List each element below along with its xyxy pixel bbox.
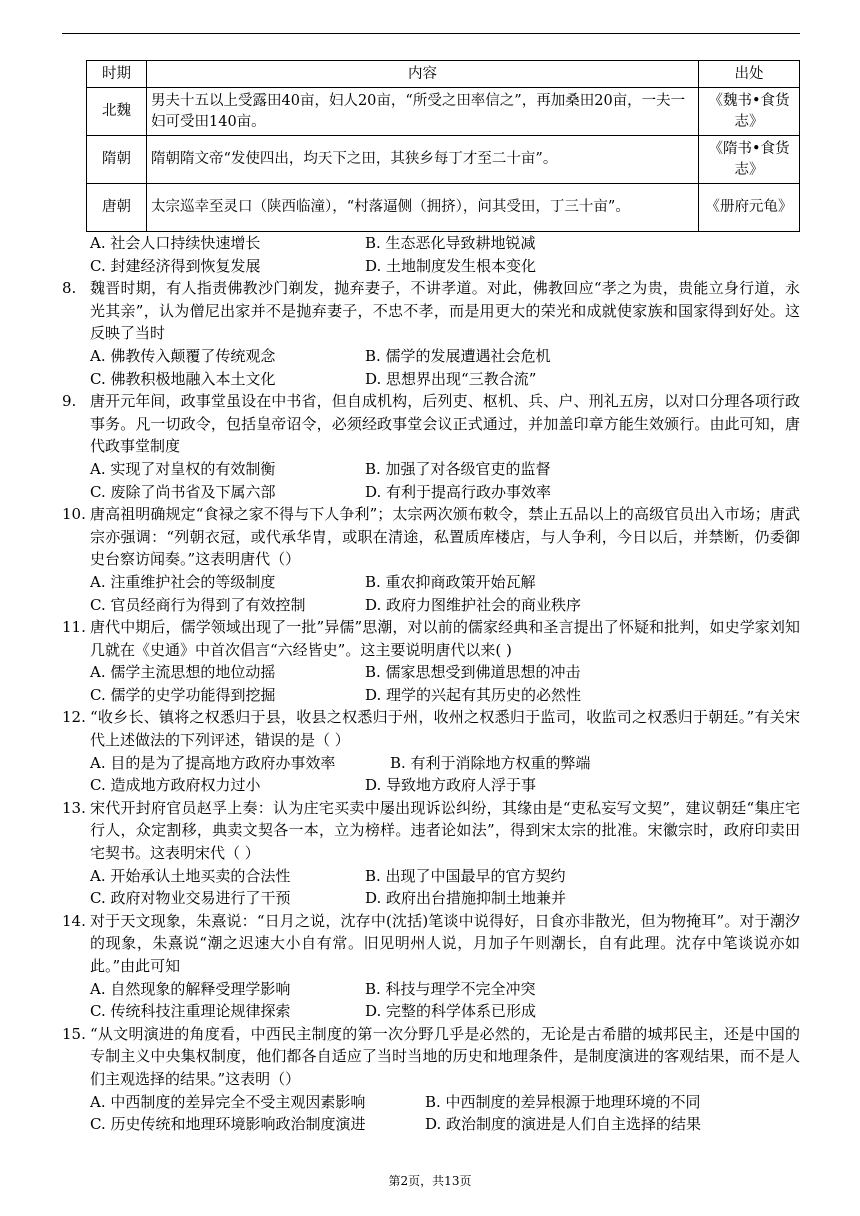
- option-b[interactable]: B. 出现了中国最早的官方契约: [365, 866, 566, 885]
- question-stem: 魏晋时期，有人指责佛教沙门剃发，抛弃妻子，不讲孝道。对此，佛教回应“孝之为贵，贵能立身行道，永光其亲”，认为僧尼出家并不是抛弃妻子，不忠不孝，而是用更大的荣光和成就使家族和国家得到好处。这反映了当时: [90, 279, 800, 343]
- question-stem: 唐开元年间，政事堂虽设在中书省，但自成机构，后列吏、枢机、兵、户、刑礼五房，以对口分理各项行政事务。凡一切政令，包括皇帝诏令，必须经政事堂会议正式通过，并加盖印章方能生效颁行。由此可知，唐代政事堂制度: [90, 392, 800, 456]
- question-15: [62, 1023, 800, 1136]
- source-cell: 《册府元龟》: [699, 184, 800, 232]
- header-period: 时期: [87, 61, 147, 88]
- question-stem: 对于天文现象，朱熹说：“日月之说，沈存中(沈括)笔谈中说得好，日食亦非散光，但为物掩耳”。对于潮汐的现象，朱熹说“潮之迟速大小自有常。旧见明州人说，月加子午则潮长，自有此理。沈存中笔谈说亦如此。”由此可知: [90, 911, 800, 975]
- option-d[interactable]: D. 政府力图维护社会的商业秩序: [365, 595, 582, 614]
- option-a[interactable]: A. 社会人口持续快速增长: [90, 234, 261, 252]
- option-b[interactable]: B. 儒学的发展遭遇社会危机: [365, 346, 551, 365]
- option-c[interactable]: C. 历史传统和地理环境影响政治制度演进: [90, 1115, 366, 1134]
- option-c[interactable]: C. 政府对物业交易进行了干预: [90, 889, 291, 908]
- question-14: [62, 910, 800, 1023]
- option-c[interactable]: C. 官员经商行为得到了有效控制: [90, 595, 306, 614]
- option-d[interactable]: D. 政府出台措施抑制土地兼并: [365, 889, 567, 908]
- question-stem: “从文明演进的角度看，中西民主制度的第一次分野几乎是必然的，无论是古希腊的城邦民主，还是中国的专制主义中央集权制度，他们都各自适应了当时当地的历史和地理条件，是制度演进的客观结果，而不是人们主观选择的结果。”这表明（）: [90, 1024, 800, 1088]
- option-b[interactable]: B. 加强了对各级官吏的监督: [365, 459, 551, 478]
- option-a[interactable]: A. 注重维护社会的等级制度: [90, 572, 276, 591]
- question-stem: 宋代开封府官员赵孚上奏：认为庄宅买卖中屡出现诉讼纠纷，其缘由是“吏私妄写文契”，建议朝廷“集庄宅行人，众定割移，典卖文契各一本，立为榜样。违者论如法”，得到宋太宗的批准。宋徽宗时，政府印卖田宅契书。这表明宋代（ ）: [90, 798, 800, 863]
- source-cell: 《隋书•食货志》: [699, 136, 800, 184]
- option-a[interactable]: A. 儒学主流思想的地位动摇: [90, 663, 276, 682]
- option-d[interactable]: D. 思想界出现“三教合流”: [365, 369, 537, 388]
- land-system-table: [86, 60, 800, 232]
- option-a[interactable]: A. 佛教传入颠覆了传统观念: [90, 346, 276, 365]
- option-a[interactable]: A. 自然现象的解释受理学影响: [90, 979, 291, 998]
- option-a[interactable]: A. 中西制度的差异完全不受主观因素影响: [90, 1092, 366, 1111]
- option-b[interactable]: B. 儒家思想受到佛道思想的冲击: [365, 663, 581, 682]
- period-cell: 北魏: [87, 88, 147, 136]
- option-c[interactable]: C. 佛教积极地融入本土文化: [90, 369, 276, 388]
- option-d[interactable]: D. 导致地方政府人浮于事: [365, 776, 537, 795]
- question-number: 15.: [62, 1024, 86, 1043]
- question-8: [62, 277, 800, 390]
- page-footer: 第2页，共13页: [388, 1174, 472, 1188]
- option-c[interactable]: C. 造成地方政府权力过小: [90, 776, 261, 795]
- content-cell: 太宗巡幸至灵口（陕西临潼），“村落逼侧（拥挤），问其受田，丁三十亩”。: [147, 184, 699, 232]
- question-11: [62, 616, 800, 706]
- option-c[interactable]: C. 传统科技注重理论规律探索: [90, 1002, 291, 1021]
- question-number: 11.: [62, 618, 86, 637]
- content-cell: 男夫十五以上受露田40亩，妇人20亩，“所受之田率信之”，再加桑田20亩，一夫一妇可受田140亩。: [147, 88, 699, 136]
- question-number: 9.: [62, 392, 77, 411]
- option-d[interactable]: D. 有利于提高行政办事效率: [365, 482, 552, 501]
- option-c[interactable]: C. 儒学的史学功能得到挖掘: [90, 685, 276, 704]
- option-b[interactable]: B. 科技与理学不完全冲突: [365, 979, 536, 998]
- option-b[interactable]: B. 重农抑商政策开始瓦解: [365, 572, 536, 591]
- option-d[interactable]: D. 土地制度发生根本变化: [365, 256, 537, 275]
- option-b[interactable]: B. 生态恶化导致耕地锐减: [365, 234, 536, 252]
- option-a[interactable]: A. 开始承认土地买卖的合法性: [90, 866, 291, 885]
- table-row: [87, 88, 800, 136]
- question-13: [62, 797, 800, 910]
- option-d[interactable]: D. 完整的科学体系已形成: [365, 1002, 537, 1021]
- header-source: 出处: [699, 61, 800, 88]
- question-number: 10.: [62, 505, 86, 524]
- question-7-options: [62, 232, 800, 277]
- question-10: [62, 503, 800, 616]
- question-stem: 唐高祖明确规定“食禄之家不得与下人争利”；太宗两次颁布敕令，禁止五品以上的高级官员出入市场；唐武宗亦强调：“列朝衣冠，或代承华胄，或职在清途，私置质库楼店，与人争利，今日以后，并禁断，仍委御史台察访闻奏。”这表明唐代（）: [90, 505, 800, 569]
- question-list: [62, 232, 800, 1136]
- table-row: [87, 184, 800, 232]
- period-cell: 隋朝: [87, 136, 147, 184]
- question-number: 12.: [62, 708, 86, 727]
- option-d[interactable]: D. 政治制度的演进是人们自主选择的结果: [425, 1115, 702, 1134]
- question-9: [62, 390, 800, 503]
- question-stem: 唐代中期后，儒学领域出现了一批”异儒”思潮，对以前的儒家经典和圣言提出了怀疑和批判，如史学家刘知几就在《史通》中首次倡言“六经皆史”。这主要说明唐代以来( ): [90, 618, 800, 659]
- header-rule: [62, 33, 800, 34]
- question-number: 14.: [62, 911, 86, 930]
- table-row: [87, 136, 800, 184]
- option-a[interactable]: A. 目的是为了提高地方政府办事效率: [90, 753, 336, 772]
- source-cell: 《魏书•食货志》: [699, 88, 800, 136]
- option-b[interactable]: B. 有利于消除地方权重的弊端: [390, 753, 591, 772]
- table-header-row: [87, 61, 800, 88]
- header-content: 内容: [147, 61, 699, 88]
- question-stem: “收乡长、镇将之权悉归于县，收县之权悉归于州，收州之权悉归于监司，收监司之权悉归于朝廷。”有关宋代上述做法的下列评述，错误的是（ ）: [90, 708, 800, 750]
- question-number: 13.: [62, 798, 86, 817]
- option-d[interactable]: D. 理学的兴起有其历史的必然性: [365, 685, 582, 704]
- question-12: [62, 706, 800, 796]
- option-a[interactable]: A. 实现了对皇权的有效制衡: [90, 459, 276, 478]
- period-cell: 唐朝: [87, 184, 147, 232]
- option-c[interactable]: C. 封建经济得到恢复发展: [90, 256, 261, 275]
- content-cell: 隋朝隋文帝“发使四出，均天下之田，其狭乡每丁才至二十亩”。: [147, 136, 699, 184]
- option-b[interactable]: B. 中西制度的差异根源于地理环境的不同: [425, 1092, 701, 1111]
- question-number: 8.: [62, 279, 77, 298]
- option-c[interactable]: C. 废除了尚书省及下属六部: [90, 482, 276, 501]
